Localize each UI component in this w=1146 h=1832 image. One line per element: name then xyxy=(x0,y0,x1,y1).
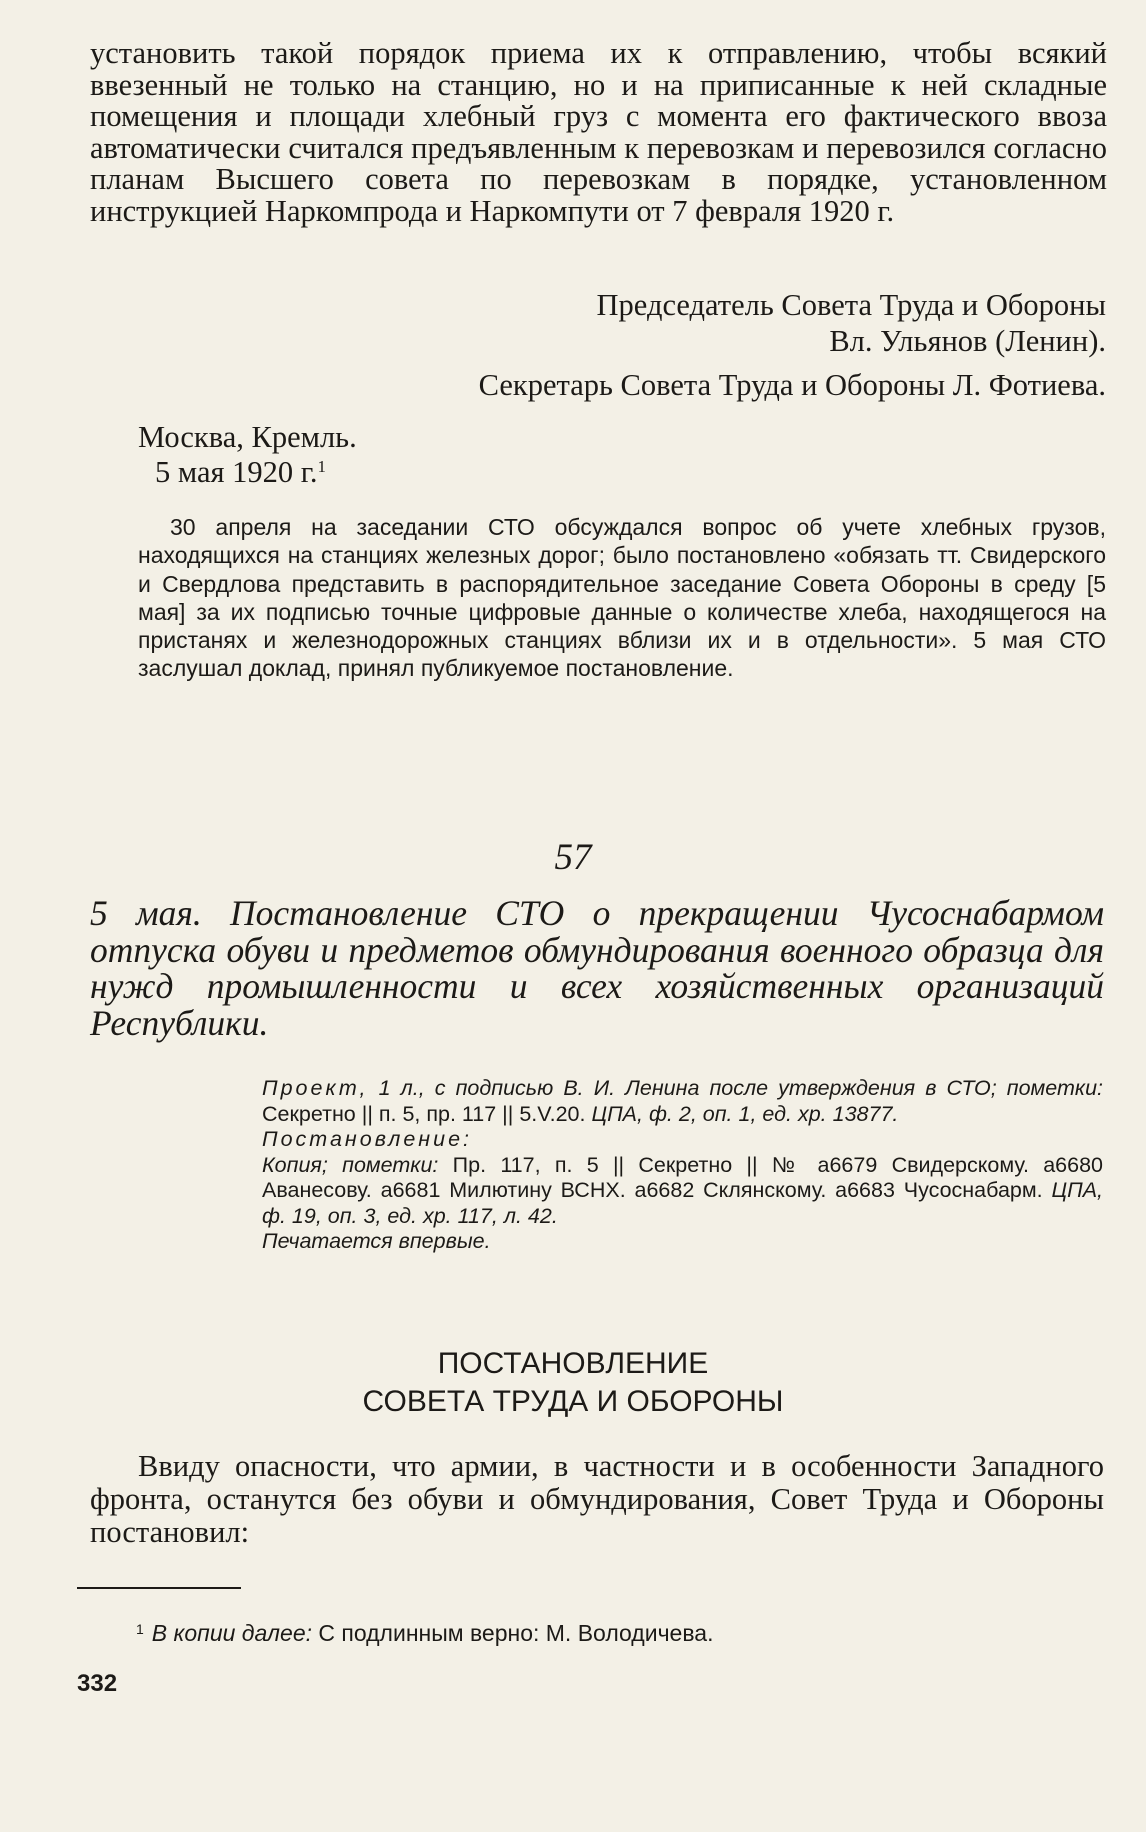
resolution-heading-line1: ПОСТАНОВЛЕНИЕ xyxy=(437,1347,709,1380)
document-title-text: 5 мая. Постановление СТО о прекращении Чусоснабармом отпуска обуви и предметов обмундирования военного образца для нужд промышленности и всех хозяйственных организаций Республики. xyxy=(90,893,1104,1043)
source-copy xyxy=(262,1153,1103,1230)
copy-marks: Пр. 117, п. 5 || Секретно || № а6679 Свидерскому. а6680 Аванесову. а6681 Милютину ВСНХ. а6682 Склянскому. а6683 Чусоснабарм. xyxy=(262,1152,1103,1202)
date-line xyxy=(155,455,326,490)
printed-note: Печатается впервые. xyxy=(262,1229,491,1253)
page-number: 332 xyxy=(77,1670,118,1697)
source-project xyxy=(262,1076,1103,1127)
resolution-label: Постановление: xyxy=(262,1127,473,1151)
project-desc: 1 л., с подписью В. И. Ленина после утверждения в СТО; пометки: xyxy=(368,1076,1103,1100)
footnote-divider xyxy=(77,1587,241,1589)
intro-text: Ввиду опасности, что армии, в частности и в особенности Западного фронта, останутся без обуви и обмундирования, Совет Труда и Обороны постановил: xyxy=(90,1449,1104,1549)
source-description xyxy=(262,1076,1103,1255)
continuation-paragraph: установить такой порядок приема их к отправлению, чтобы всякий ввезенный не только на станцию, но и на приписанные к ней складные помещения и площади хлебный груз с момента его фактического ввоза автоматически считался предъявленным к перевозкам и перевозился согласно планам Высшего совета по перевозкам в порядке, установленном инструкцией Наркомпрода и Наркомпути от 7 февраля 1920 г. xyxy=(90,36,1107,228)
project-archive: ЦПА, ф. 2, оп. 1, ед. хр. 13877. xyxy=(585,1101,899,1126)
footnote-text: С подлинным верно: М. Володичева. xyxy=(312,1620,714,1646)
chair-title: Председатель Совета Труда и Обороны xyxy=(596,288,1106,322)
footnote-mark: 1 xyxy=(136,1621,144,1637)
copy-archive: ЦПА, ф. 19, оп. 3, ед. хр. 117, л. 42. xyxy=(262,1178,1104,1228)
place-line: Москва, Кремль. xyxy=(138,420,357,454)
project-label: Проект, xyxy=(262,1076,369,1100)
resolution-heading-line2: СОВЕТА ТРУДА И ОБОРОНЫ xyxy=(362,1385,784,1418)
editorial-note-text: 30 апреля на заседании СТО обсуждался вопрос об учете хлебных грузов, находящихся на станциях железных дорог; было постановлено «обязать тт. Свидерского и Свердлова представить в распорядительное заседание Совета Обороны в среду [5 мая] за их подписью точные цифровые данные о количестве хлеба, находящегося на пристанях и железнодорожных станциях вблизи их и в отдельности». 5 мая СТО заслушал доклад, принял публикуемое постановление. xyxy=(138,514,1106,682)
resolution-heading xyxy=(0,1345,1146,1421)
secretary-signature: Секретарь Совета Труда и Обороны Л. Фотиева. xyxy=(478,368,1106,402)
footnote-ref: 1 xyxy=(317,457,326,476)
document-number: 57 xyxy=(554,837,592,878)
editorial-note xyxy=(138,513,1106,683)
chair-signature: Вл. Ульянов (Ленин). xyxy=(829,324,1106,358)
project-marks: Секретно || п. 5, пр. 117 || 5.V.20. xyxy=(262,1101,586,1126)
footnote xyxy=(136,1620,714,1647)
copy-label: Копия; пометки: xyxy=(262,1152,439,1177)
intro-paragraph xyxy=(90,1450,1104,1549)
document-title xyxy=(90,895,1104,1041)
footnote-label: В копии далее: xyxy=(151,1620,312,1646)
date-text: 5 мая 1920 г. xyxy=(155,455,318,489)
